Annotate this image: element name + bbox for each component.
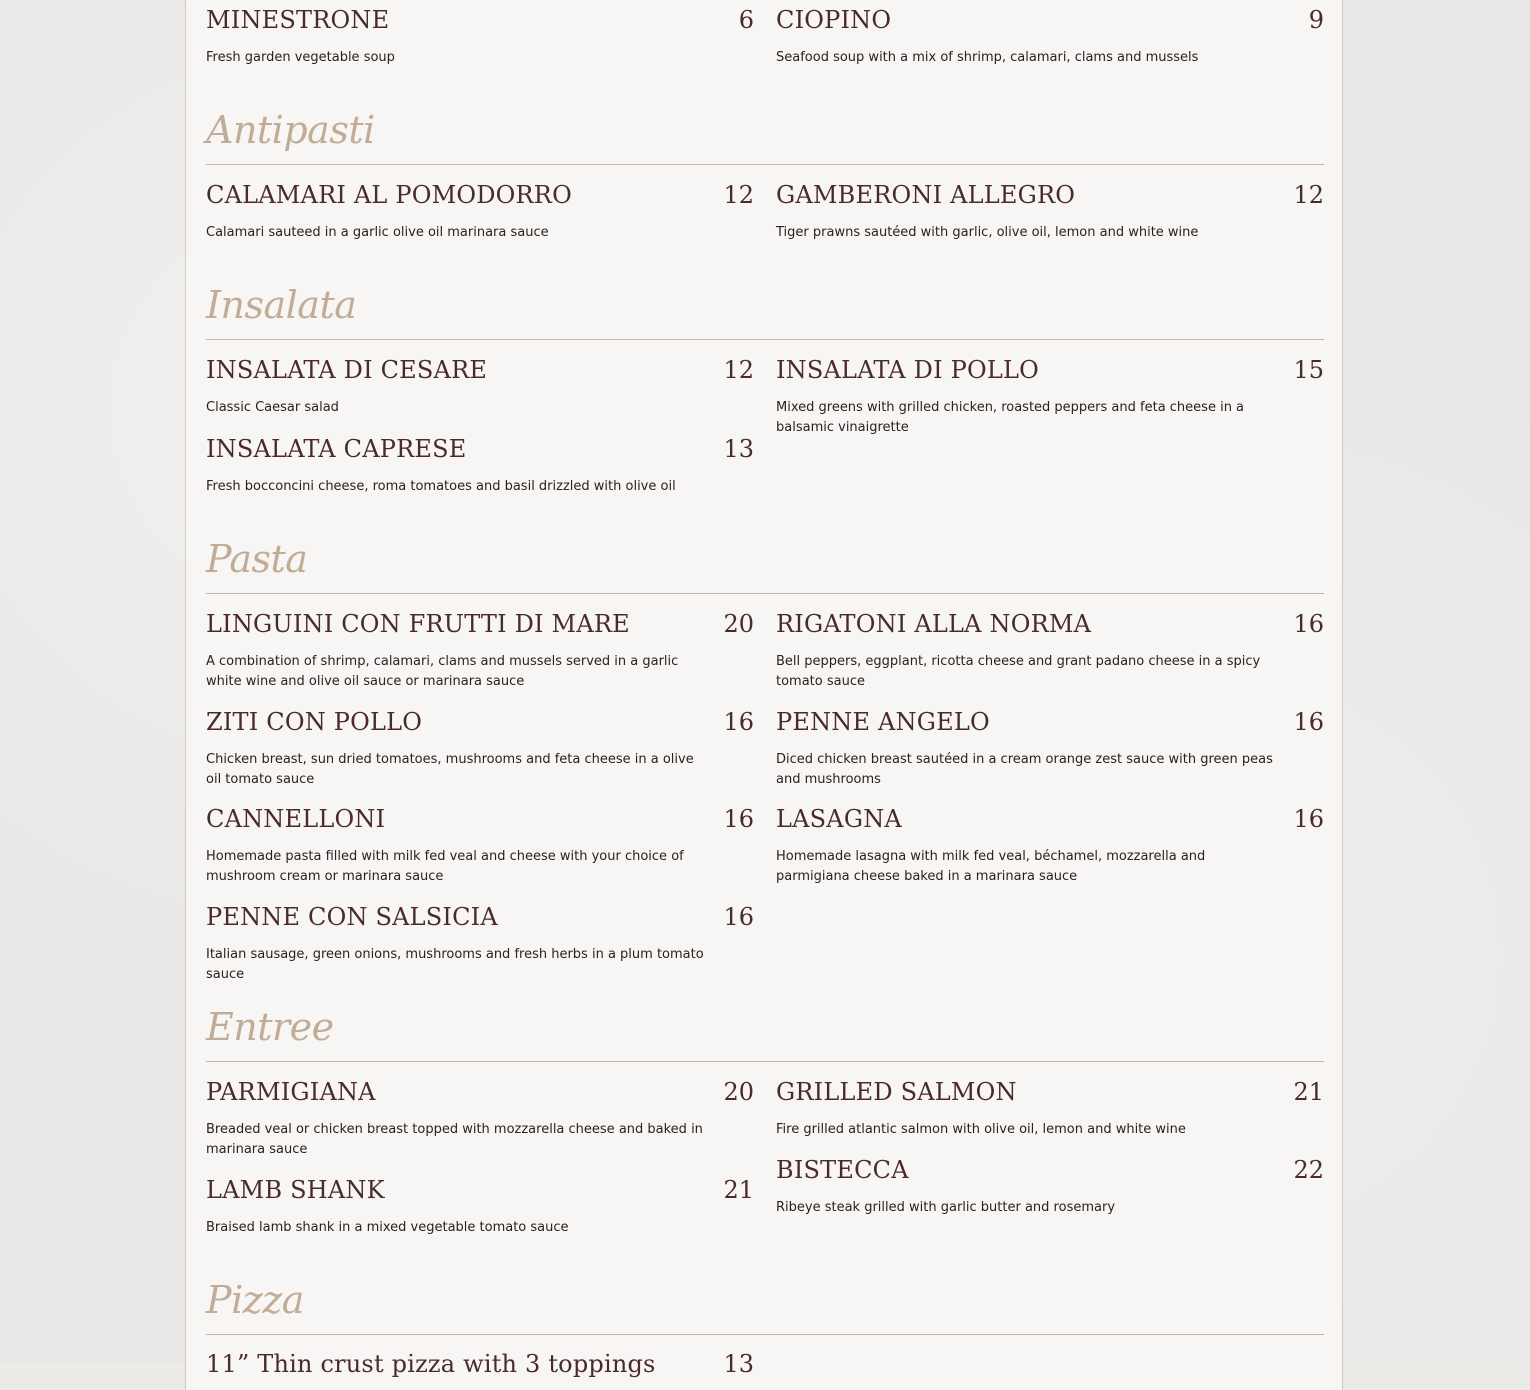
item-name: CALAMARI AL POMODORRO: [206, 181, 572, 209]
menu-item: [206, 1350, 754, 1384]
item-description: Fresh garden vegetable soup: [206, 50, 395, 65]
section-divider: [206, 1334, 1324, 1335]
item-price: 16: [1293, 805, 1324, 833]
item-name: GRILLED SALMON: [776, 1078, 1017, 1106]
section-divider: [206, 164, 1324, 165]
menu-item-header: [206, 435, 754, 469]
item-price: 16: [723, 903, 754, 931]
menu-item: [206, 435, 754, 497]
menu-item: [206, 181, 754, 243]
item-description: Seafood soup with a mix of shrimp, calamari, clams and mussels: [776, 50, 1199, 65]
item-description: Homemade pasta filled with milk fed veal and cheese with your choice of mushroom cream or marinara sauce: [206, 849, 684, 884]
item-description: Chicken breast, sun dried tomatoes, mushrooms and feta cheese in a olive oil tomato sauce: [206, 752, 694, 787]
item-name: MINESTRONE: [206, 6, 390, 34]
section-title-entree: Entree: [206, 1005, 334, 1049]
item-description: Diced chicken breast sautéed in a cream orange zest sauce with green peas and mushrooms: [776, 752, 1273, 787]
item-name: LINGUINI CON FRUTTI DI MARE: [206, 610, 630, 638]
item-description: Ribeye steak grilled with garlic butter and rosemary: [776, 1200, 1116, 1215]
menu-item: [776, 1078, 1324, 1140]
menu-item: [206, 610, 754, 692]
section-divider: [206, 339, 1324, 340]
item-price: 12: [723, 181, 754, 209]
menu-item-header: [776, 1078, 1324, 1112]
item-price: 21: [1293, 1078, 1324, 1106]
section-title-pasta: Pasta: [206, 537, 308, 581]
menu-item: [206, 1078, 754, 1160]
section-divider: [206, 1061, 1324, 1062]
menu-item: [206, 1176, 754, 1238]
menu-item-header: [206, 1176, 754, 1210]
menu-item-header: [206, 903, 754, 937]
item-name: PENNE ANGELO: [776, 708, 990, 736]
item-description: Italian sausage, green onions, mushrooms and fresh herbs in a plum tomato sauce: [206, 947, 704, 982]
menu-item: [776, 6, 1324, 68]
item-name: LASAGNA: [776, 805, 902, 833]
menu-item: [206, 6, 754, 68]
menu-item-header: [776, 356, 1324, 390]
menu-item-header: [206, 1078, 754, 1112]
item-description: Bell peppers, eggplant, ricotta cheese and grant padano cheese in a spicy tomato sauce: [776, 654, 1261, 689]
item-description: Breaded veal or chicken breast topped with mozzarella cheese and baked in marinara sauce: [206, 1122, 703, 1157]
item-price: 22: [1293, 1156, 1324, 1184]
item-price: 16: [723, 805, 754, 833]
item-price: 12: [723, 356, 754, 384]
menu-item-header: [206, 1350, 754, 1384]
menu-item: [776, 805, 1324, 887]
menu-item-header: [206, 6, 754, 40]
item-name: BISTECCA: [776, 1156, 909, 1184]
item-name: RIGATONI ALLA NORMA: [776, 610, 1092, 638]
menu-item: [776, 181, 1324, 243]
item-price: 13: [723, 435, 754, 463]
item-name: INSALATA DI CESARE: [206, 356, 488, 384]
item-name: INSALATA DI POLLO: [776, 356, 1039, 384]
item-name: GAMBERONI ALLEGRO: [776, 181, 1076, 209]
item-description: Classic Caesar salad: [206, 400, 339, 415]
item-description: Homemade lasagna with milk fed veal, béchamel, mozzarella and parmigiana cheese baked in a marinara sauce: [776, 849, 1206, 884]
menu-item-header: [206, 356, 754, 390]
item-description: Braised lamb shank in a mixed vegetable tomato sauce: [206, 1220, 569, 1235]
menu-item-header: [776, 1156, 1324, 1190]
item-name: ZITI CON POLLO: [206, 708, 423, 736]
item-description: Tiger prawns sautéed with garlic, olive oil, lemon and white wine: [776, 225, 1199, 240]
item-price: 6: [738, 6, 754, 34]
menu-item: [776, 610, 1324, 692]
section-divider: [206, 593, 1324, 594]
menu-item: [206, 903, 754, 985]
menu-item: [776, 708, 1324, 790]
item-name: LAMB SHANK: [206, 1176, 385, 1204]
menu-item: [776, 1156, 1324, 1218]
item-price: 12: [1293, 181, 1324, 209]
item-description: Calamari sauteed in a garlic olive oil marinara sauce: [206, 225, 549, 240]
item-name: CANNELLONI: [206, 805, 386, 833]
menu-item-header: [206, 181, 754, 215]
item-name: INSALATA CAPRESE: [206, 435, 467, 463]
menu-item-header: [206, 805, 754, 839]
item-name: PENNE CON SALSICIA: [206, 903, 498, 931]
item-price: 20: [723, 610, 754, 638]
section-title-insalata: Insalata: [206, 283, 357, 327]
item-description: Fire grilled atlantic salmon with olive oil, lemon and white wine: [776, 1122, 1186, 1137]
item-description: A combination of shrimp, calamari, clams and mussels served in a garlic white wine and olive oil sauce or marinara sauce: [206, 654, 679, 689]
item-price: 9: [1308, 6, 1324, 34]
menu-item-header: [776, 805, 1324, 839]
item-description: Fresh bocconcini cheese, roma tomatoes and basil drizzled with olive oil: [206, 479, 676, 494]
item-name: CIOPINO: [776, 6, 892, 34]
menu-item: [206, 805, 754, 887]
menu-item-header: [776, 610, 1324, 644]
item-price: 16: [1293, 610, 1324, 638]
item-price: 20: [723, 1078, 754, 1106]
menu-item-header: [206, 610, 754, 644]
item-price: 13: [723, 1350, 754, 1378]
menu-item: [776, 356, 1324, 438]
menu-item-header: [776, 6, 1324, 40]
item-price: 15: [1293, 356, 1324, 384]
menu-item-header: [776, 181, 1324, 215]
item-price: 21: [723, 1176, 754, 1204]
item-name: PARMIGIANA: [206, 1078, 376, 1106]
menu-item: [206, 708, 754, 790]
item-price: 16: [1293, 708, 1324, 736]
item-price: 16: [723, 708, 754, 736]
menu-item: [206, 356, 754, 418]
item-name: 11” Thin crust pizza with 3 toppings: [206, 1350, 656, 1378]
section-title-antipasti: Antipasti: [206, 108, 375, 152]
section-title-pizza: Pizza: [206, 1278, 304, 1322]
menu-item-header: [776, 708, 1324, 742]
item-description: Mixed greens with grilled chicken, roasted peppers and feta cheese in a balsamic vinaigrette: [776, 400, 1245, 435]
menu-item-header: [206, 708, 754, 742]
